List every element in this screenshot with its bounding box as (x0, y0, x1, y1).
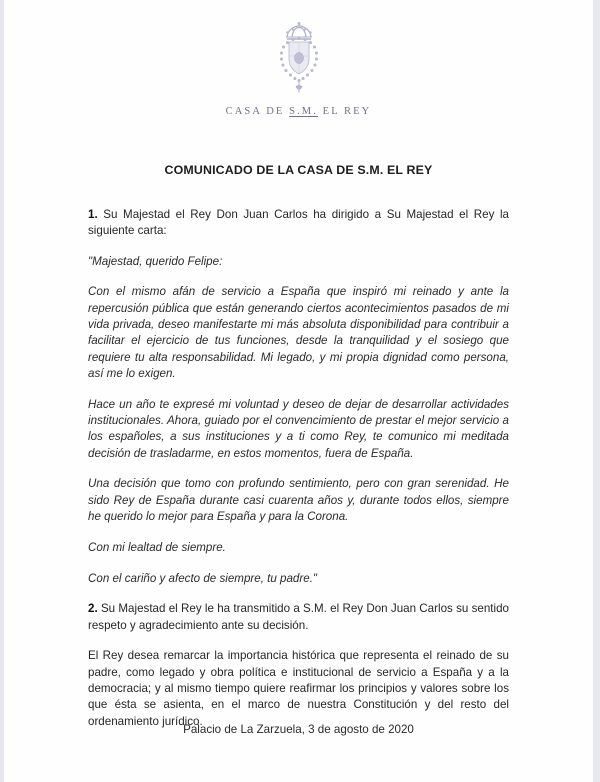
paragraph-item-2-continuation: El Rey desea remarcar la importancia histórica que representa el reinado de su padre, como legado y obra política e institucional de servicio a España y a la democracia; y al mismo tiempo quiere reafirmar los principios y valores sobre los que ésta se asienta, en el marco de nuestra Constitución y del resto del ordenamiento jurídico. (88, 649, 509, 728)
house-name-underlined: S.M. (289, 106, 318, 117)
page-title: COMUNICADO DE LA CASA DE S.M. EL REY (164, 163, 433, 177)
paragraph-letter-closing-1: Con mi lealtad de siempre. (88, 540, 226, 554)
footer-place-and-date: Palacio de La Zarzuela, 3 de agosto de 2020 (183, 723, 414, 736)
document-body (88, 207, 509, 730)
paragraph-letter-salutation: "Majestad, querido Felipe: (88, 254, 223, 268)
item-number: 1. (88, 208, 98, 221)
house-name-part2: EL REY (317, 106, 372, 117)
item-number: 2. (88, 602, 98, 616)
paragraph-letter-para-1: Con el mismo afán de servicio a España que inspiró mi reinado y ante la repercusión pública que están generando ciertos acontecimientos pasados de mi vida privada, deseo manifestarte mi más absoluta disponibilidad para contribuir a facilitar el ejercicio de tus funciones, desde la tranquilidad y el sosiego que requiere tu alta responsabilidad. Mi legado, y mi propia dignidad como persona, así me lo exigen. (88, 285, 509, 381)
paragraph-letter-closing-2: Con el cariño y afecto de siempre, tu padre." (88, 571, 318, 585)
document-sheet (4, 0, 593, 782)
paragraph-text: Su Majestad el Rey le ha transmitido a S.M. el Rey Don Juan Carlos su sentido respeto y agradecimiento ante su decisión. (88, 602, 509, 632)
house-name (88, 106, 509, 117)
paragraph-letter-para-2: Hace un año te expresé mi voluntad y deseo de dejar de desarrollar actividades institucionales. Ahora, guiado por el convencimiento de prestar el mejor servicio a los españoles, a sus instituciones y a ti como Rey, te comunico mi meditada decisión de trasladarme, en estos momentos, fuera de España. (88, 397, 509, 460)
house-name-part1: CASA DE (225, 106, 290, 117)
royal-crown-crest-icon (269, 22, 329, 94)
paragraph-item-1 (88, 207, 509, 240)
letterhead (88, 0, 509, 117)
paragraph-text: Su Majestad el Rey Don Juan Carlos ha dirigido a Su Majestad el Rey la siguiente carta: (88, 208, 509, 238)
paragraph-letter-para-3: Una decisión que tomo con profundo sentimiento, pero con gran serenidad. He sido Rey de España durante casi cuarenta años y, durante todos ellos, siempre he querido lo mejor para España y para la Corona. (88, 477, 509, 524)
paragraph-item-2 (88, 601, 509, 634)
